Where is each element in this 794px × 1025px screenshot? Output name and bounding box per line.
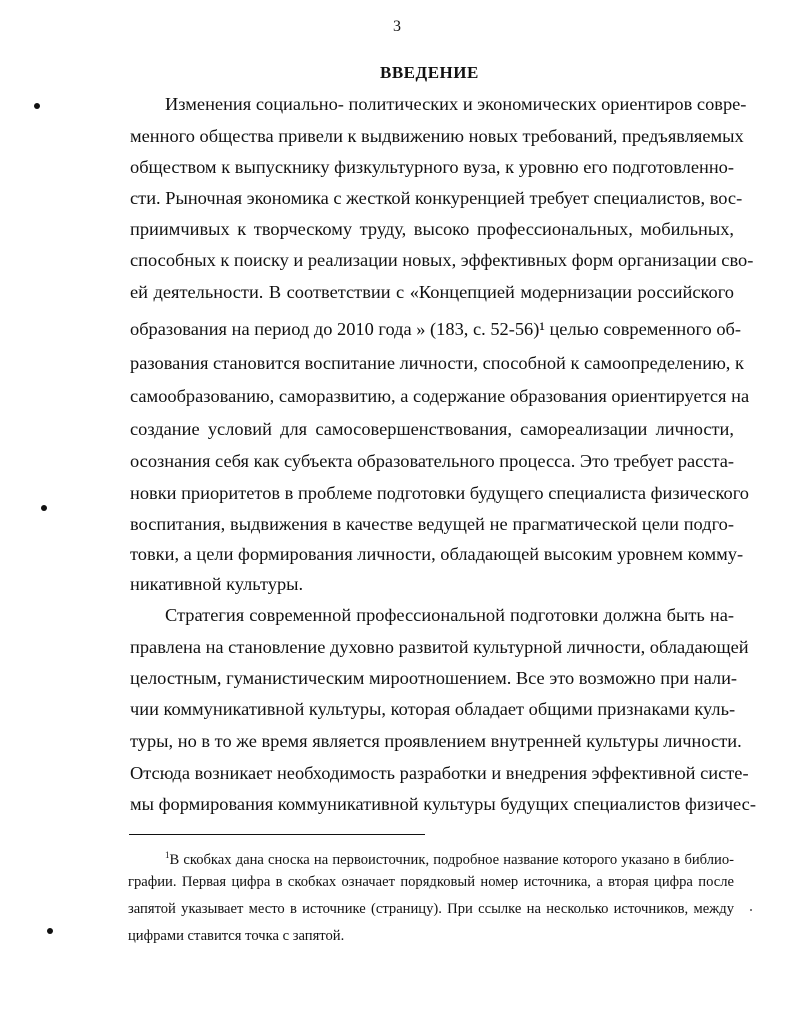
text-line: самообразованию, саморазвитию, а содержание образования ориентируется на bbox=[130, 386, 750, 406]
text-line: правлена на становление духовно развитой культурной личности, обладающей bbox=[130, 637, 749, 657]
text-line: Отсюда возникает необходимость разработки и внедрения эффективной систе- bbox=[130, 763, 749, 783]
text-line: осознания себя как субъекта образовательного процесса. Это требует расста- bbox=[130, 451, 734, 471]
text-line: Стратегия современной профессиональной подготовки должна быть на- bbox=[165, 605, 734, 625]
scan-punch-mark bbox=[47, 928, 53, 934]
scan-punch-mark bbox=[41, 505, 47, 511]
text-line: воспитания, выдвижения в качестве ведущей не прагматической цели подго- bbox=[130, 514, 734, 534]
text-line: образования на период до 2010 года » (183, с. 52-56)¹ целью современного об- bbox=[130, 319, 742, 339]
text-line: туры, но в то же время является проявлением внутренней культуры личности. bbox=[130, 731, 742, 751]
text-line: целостным, гуманистическим мироотношением. Все это возможно при нали- bbox=[130, 668, 738, 688]
text-line: приимчивых к творческому труду, высоко профессиональных, мобильных, bbox=[130, 219, 734, 239]
footnote-line: графии. Первая цифра в скобках означает порядковый номер источника, а вторая цифра после bbox=[128, 874, 734, 890]
text-line: разования становится воспитание личности, способной к самоопределению, к bbox=[130, 353, 744, 373]
footnote-line: запятой указывает место в источнике (страницу). При ссылке на несколько источников, между bbox=[128, 901, 734, 917]
text-line: мы формирования коммуникативной культуры будущих специалистов физичес- bbox=[130, 794, 756, 814]
text-line: никативной культуры. bbox=[130, 574, 304, 594]
text-line: способных к поиску и реализации новых, эффективных форм организации сво- bbox=[130, 250, 754, 270]
text-line: чии коммуникативной культуры, которая обладает общими признаками куль- bbox=[130, 699, 736, 719]
section-heading: ВВЕДЕНИЕ bbox=[380, 63, 479, 82]
text-line: товки, а цели формирования личности, обладающей высоким уровнем комму- bbox=[130, 544, 744, 564]
text-line: ей деятельности. В соответствии с «Концепцией модернизации российского bbox=[130, 282, 734, 302]
footnote-text: В скобках дана сноска на первоисточник, подробное название которого указано в библио- bbox=[169, 851, 734, 868]
footnote-marker: 1 bbox=[165, 850, 170, 860]
scan-speck bbox=[750, 909, 752, 911]
page-number: 3 bbox=[393, 18, 401, 35]
text-line: Изменения социально- политических и экономических ориентиров совре- bbox=[165, 94, 747, 114]
text-line: новки приоритетов в проблеме подготовки будущего специалиста физического bbox=[130, 483, 749, 503]
footnote-line: цифрами ставится точка с запятой. bbox=[128, 928, 345, 944]
text-line: обществом к выпускнику физкультурного вуза, к уровню его подготовленно- bbox=[130, 157, 734, 177]
footnote-line bbox=[165, 846, 734, 869]
text-line: создание условий для самосовершенствования, самореализации личности, bbox=[130, 419, 734, 439]
footnote-divider bbox=[129, 834, 425, 835]
text-line: менного общества привели к выдвижению новых требований, предъявляемых bbox=[130, 126, 744, 146]
text-line: сти. Рыночная экономика с жесткой конкуренцией требует специалистов, вос- bbox=[130, 188, 743, 208]
scan-punch-mark bbox=[34, 103, 40, 109]
